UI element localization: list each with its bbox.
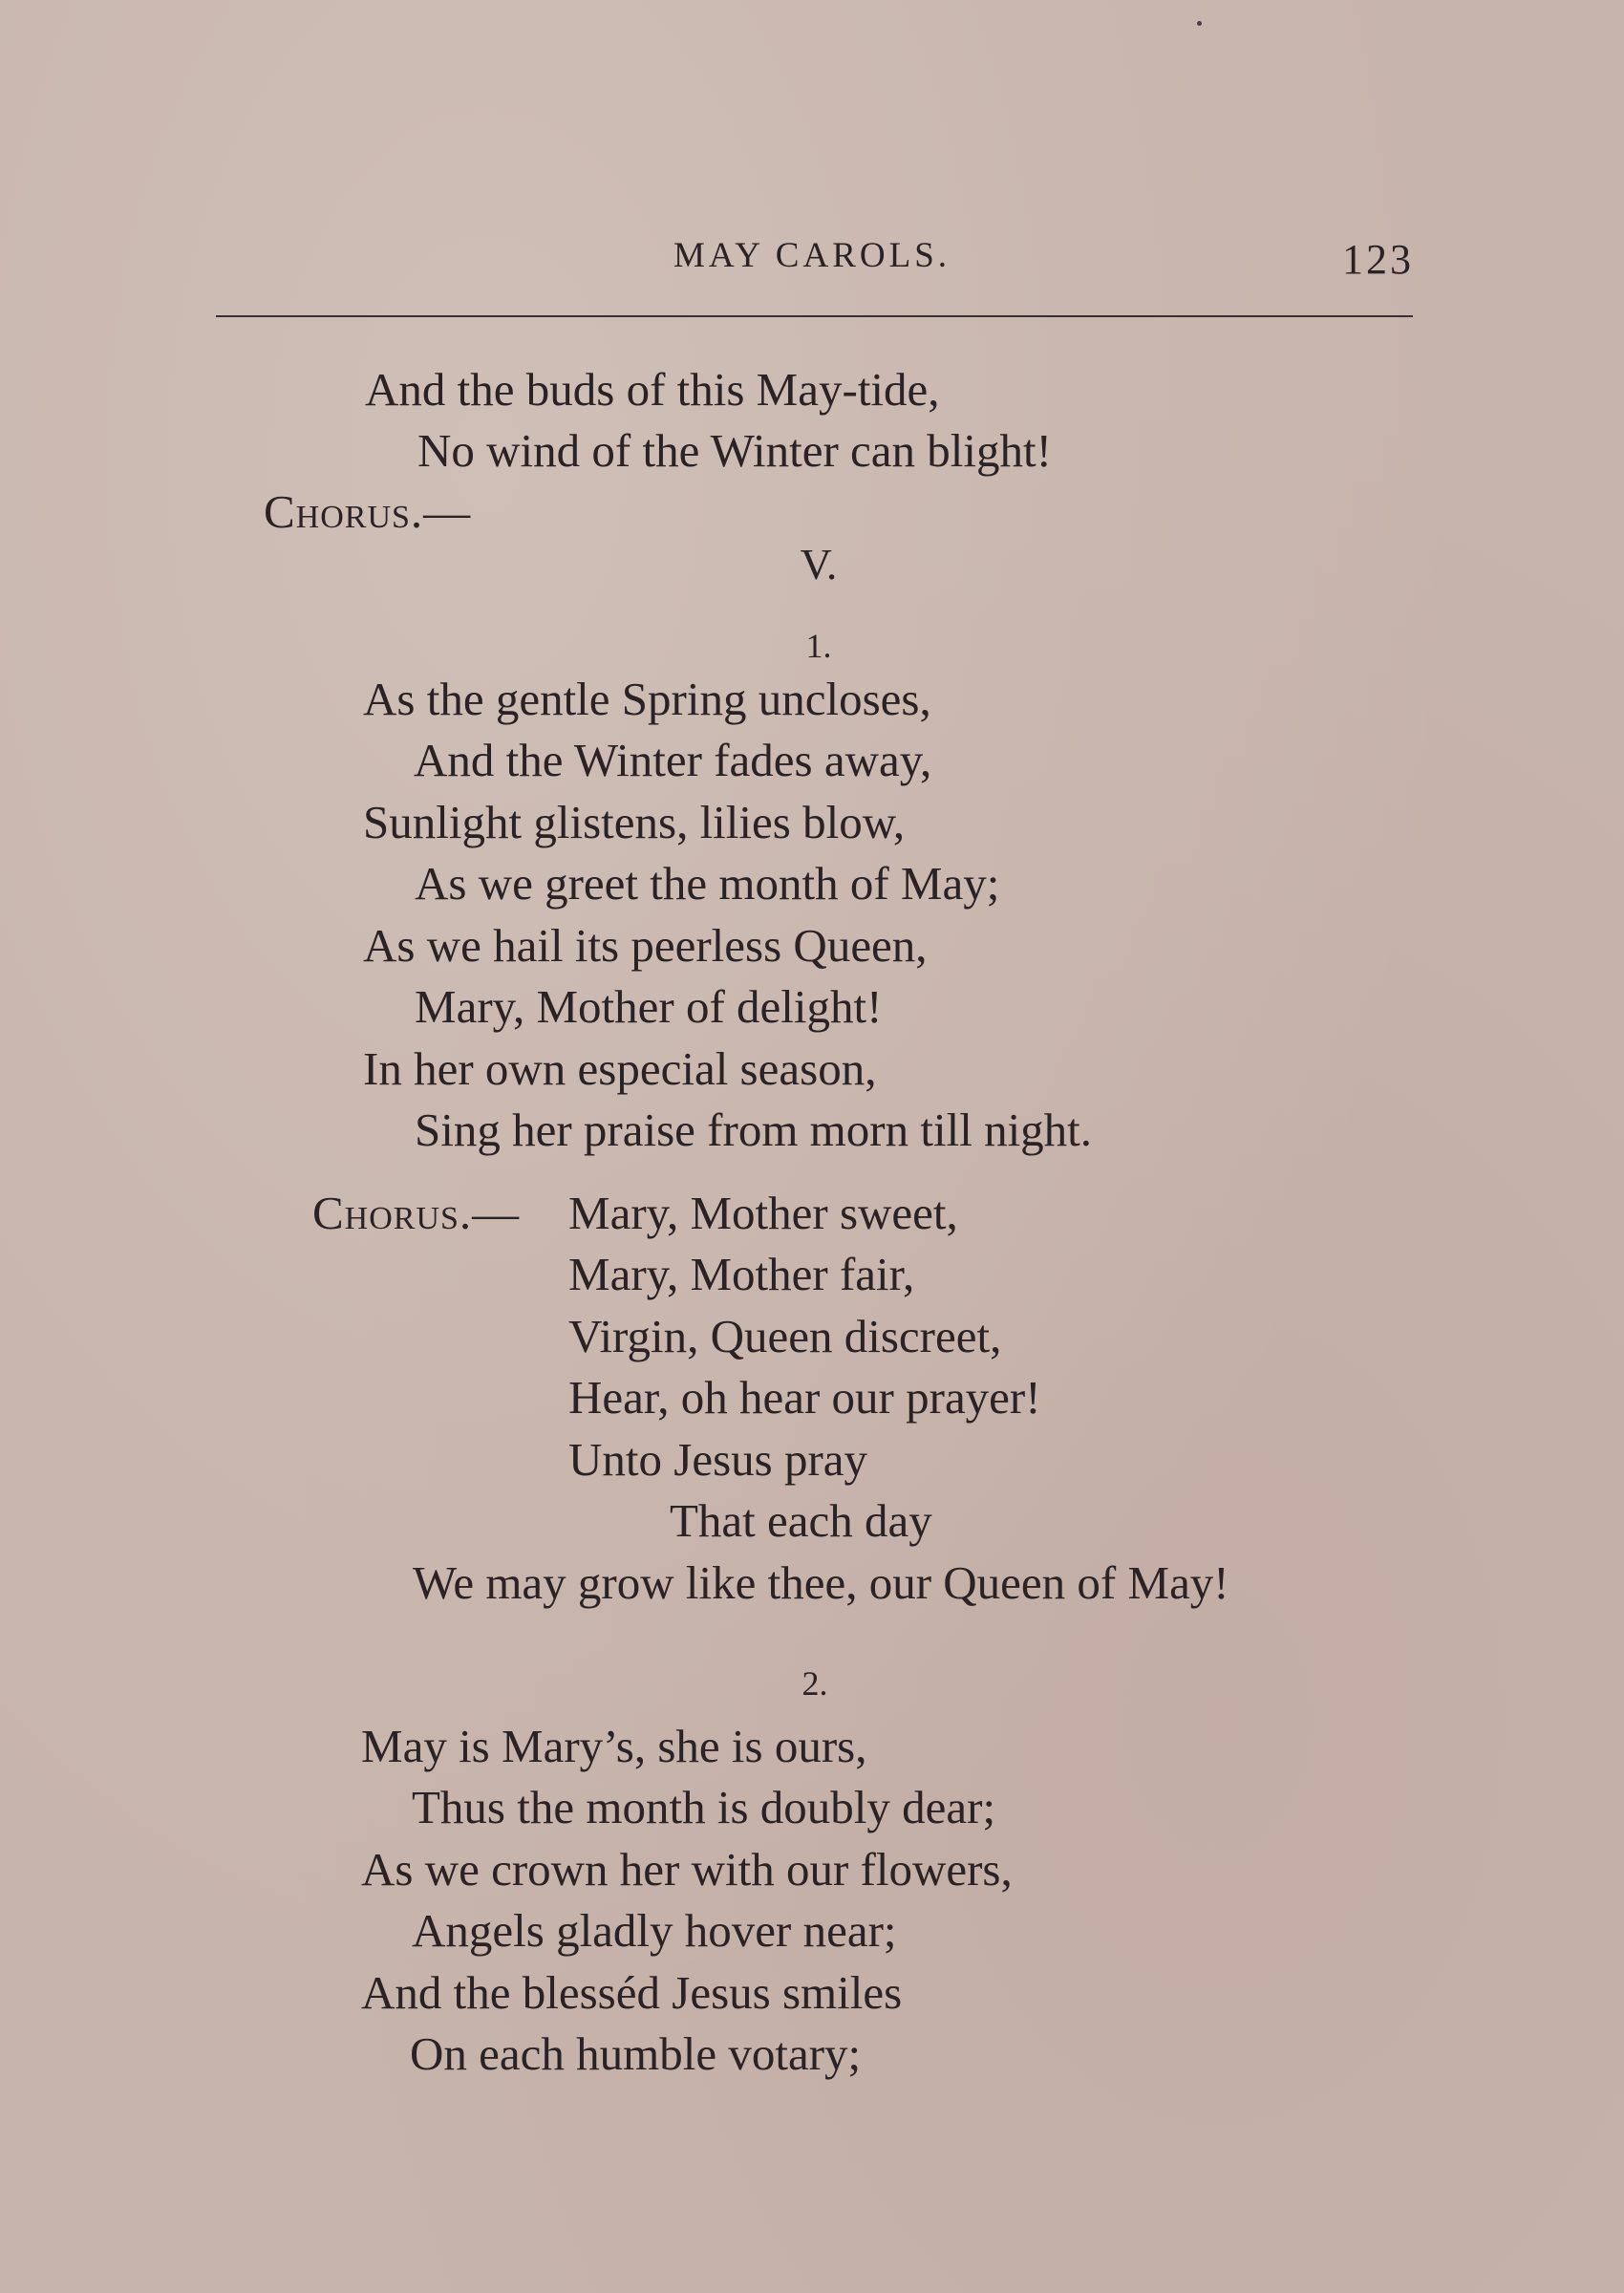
verse-line: Thus the month is doubly dear; [412,1781,996,1833]
chorus-label: Chorus.— [264,485,472,538]
chorus-line: Hear, oh hear our prayer! [568,1371,1041,1424]
verse-line: As we greet the month of May; [415,857,1000,910]
verse-line: No wind of the Winter can blight! [417,424,1052,477]
verse-line: Sunlight glistens, lilies blow, [363,796,906,848]
chorus-line: Mary, Mother fair, [568,1248,915,1300]
chorus-line: Mary, Mother sweet, [568,1187,958,1239]
chorus-label: Chorus.— [312,1187,521,1239]
verse-line: As we crown her with our flowers, [361,1843,1013,1896]
verse-line: May is Mary’s, she is ours, [361,1720,867,1772]
chorus-line: That each day [670,1494,932,1547]
ink-speck [1197,21,1202,26]
page-number: 123 [1342,236,1414,283]
verse-line: Sing her praise from morn till night. [415,1104,1093,1156]
header-rule [216,315,1413,317]
chorus-line: Virgin, Queen discreet, [568,1310,1002,1362]
verse-line: On each humble votary; [410,2027,862,2080]
verse-line: And the blesséd Jesus smiles [361,1966,903,2019]
stanza-number: 1. [805,627,832,665]
verse-line: Angels gladly hover near; [412,1904,897,1957]
verse-line: Mary, Mother of delight! [415,980,883,1033]
section-numeral: V. [800,540,838,589]
verse-line: And the buds of this May-tide, [365,363,940,416]
chorus-line: Unto Jesus pray [568,1433,868,1486]
running-title: MAY CAROLS. [673,236,951,275]
verse-line: As we hail its peerless Queen, [363,919,928,972]
chorus-line: We may grow like thee, our Queen of May! [413,1556,1229,1609]
verse-line: And the Winter fades away, [414,734,932,786]
verse-line: In her own especial season, [363,1042,877,1095]
stanza-number: 2. [801,1664,828,1703]
verse-line: As the gentle Spring uncloses, [363,673,931,725]
